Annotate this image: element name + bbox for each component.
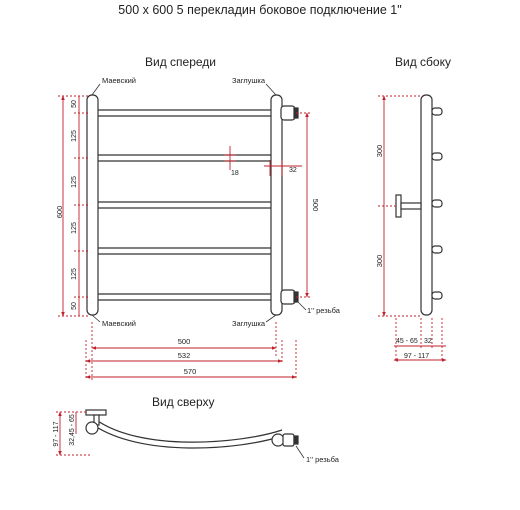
width-532-label: 532 xyxy=(177,351,191,360)
height-600-label: 600 xyxy=(55,205,64,219)
front-view-title: Вид спереди xyxy=(145,55,217,69)
plug-fitting-bottom xyxy=(281,290,295,304)
side-view-title: Вид сбоку xyxy=(395,55,451,69)
rung-5 xyxy=(96,294,276,300)
top-97-117-label: 97 - 117 xyxy=(53,421,60,447)
side-97-117-label: 97 - 117 xyxy=(404,353,430,360)
top-left-pipe xyxy=(86,422,98,434)
side-rung-5 xyxy=(432,292,442,299)
seg-125-b-label: 125 xyxy=(71,176,78,188)
top-fitting xyxy=(283,434,294,446)
side-rung-1 xyxy=(432,108,442,115)
seg-125-c-label: 125 xyxy=(71,222,78,234)
rung-18-label: 18 xyxy=(231,170,239,177)
side-view xyxy=(396,95,442,315)
width-500-label: 500 xyxy=(177,337,191,346)
center-500-label: 500 xyxy=(311,198,320,212)
plug-label-top: Заглушка xyxy=(232,76,266,85)
rung-3 xyxy=(96,202,276,208)
side-rung-2 xyxy=(432,153,442,160)
seg-50-top-label: 50 xyxy=(71,100,78,108)
top-thread xyxy=(294,436,298,444)
front-view xyxy=(87,95,298,315)
plug-label-bottom: Заглушка xyxy=(232,319,266,328)
side-32-label: 32 xyxy=(424,338,432,345)
rung-1 xyxy=(96,110,276,116)
wall-bracket-plate xyxy=(396,195,401,217)
side-300-bottom-label: 300 xyxy=(375,254,384,268)
top-32-45-65-label: 32,45 - 65 xyxy=(69,414,76,446)
wall-bracket-arm xyxy=(401,203,421,209)
top-view xyxy=(86,410,298,448)
seg-125-d-label: 125 xyxy=(71,268,78,280)
side-rung-3 xyxy=(432,200,442,207)
top-view-title: Вид сверху xyxy=(152,395,215,409)
maevsky-label-bottom: Маевский xyxy=(102,319,136,328)
side-vertical-pipe xyxy=(421,95,432,315)
width-570-label: 570 xyxy=(183,367,197,376)
rung-32-label: 32 xyxy=(289,167,297,174)
side-300-top-label: 300 xyxy=(375,144,384,158)
seg-125-a-label: 125 xyxy=(71,130,78,142)
top-right-pipe xyxy=(272,434,284,446)
plug-fitting-top xyxy=(281,106,295,120)
seg-50-bottom-label: 50 xyxy=(71,302,78,310)
drawing-title: 500 x 600 5 перекладин боковое подключение 1" xyxy=(118,3,402,17)
left-vertical-pipe xyxy=(87,95,98,315)
thread-label-front: 1'' резьба xyxy=(307,306,340,315)
side-45-65-label: 45 - 65 xyxy=(396,338,418,345)
right-vertical-pipe xyxy=(271,95,282,315)
thread-label-top: 1'' резьба xyxy=(306,455,339,464)
rung-2 xyxy=(96,155,276,161)
maevsky-label-top: Маевский xyxy=(102,76,136,85)
side-rung-4 xyxy=(432,246,442,253)
top-bracket-left xyxy=(86,410,106,415)
rung-4 xyxy=(96,248,276,254)
